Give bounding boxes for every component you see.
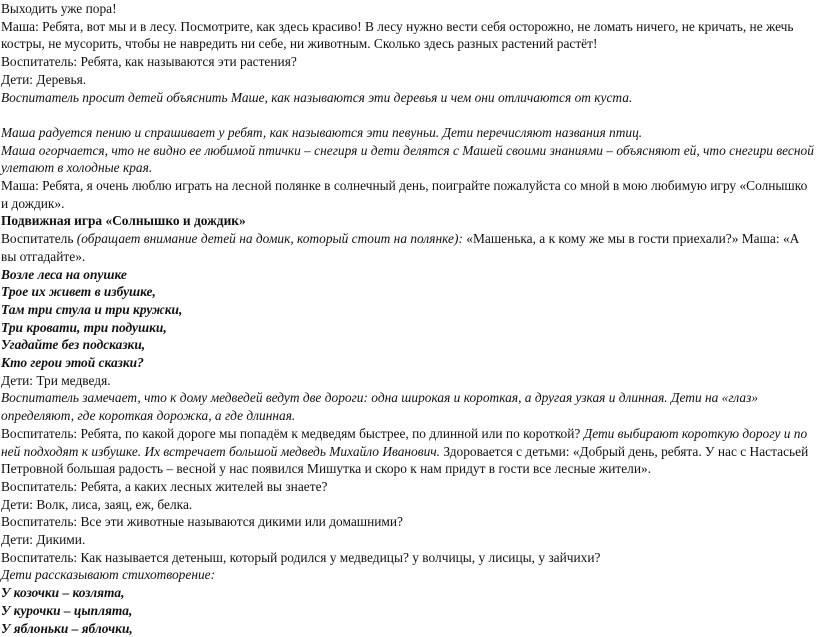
poem-line: Трое их живет в избушке, — [1, 284, 156, 300]
paragraph-bullfinch: Маша огорчается, что не видно ее любимой птички – снегиря и дети делятся с Машей своими знаниями – объясняют ей, что снегири весной улетают в холодные края. — [1, 142, 814, 176]
paragraph-intro: Выходить уже пора! — [1, 1, 117, 16]
paragraph-wild-or-domestic: Воспитатель: Все эти животные называются дикими или домашними? — [1, 514, 403, 530]
poem-line: У яблоньки – яблочки, — [1, 620, 133, 636]
paragraph-children-animals: Дети: Волк, лиса, заяц, еж, белка. — [1, 496, 193, 512]
paragraph-children-bears: Дети: Три медведя. — [1, 372, 111, 388]
speaker-teacher: Воспитатель — [1, 231, 77, 247]
poem-line: Возле леса на опушке — [1, 266, 127, 282]
poem-line: У курочки – цыплята, — [1, 602, 133, 618]
paragraph-masha-birds: Маша радуется пению и спрашивает у ребят, как называются эти певуньи. Дети перечисляют названия птиц. — [1, 124, 643, 140]
section-heading-game: Подвижная игра «Солнышко и дождик» — [1, 213, 246, 229]
dialogue-text: «Машенька, а к кому же мы в гости приехали?» Маша: «А вы отгадайте». — [1, 231, 800, 264]
poem-line: Угадайте без подсказки, — [1, 337, 146, 353]
paragraph-children-wild: Дети: Дикими. — [1, 532, 86, 548]
poem-line: Три кровати, три подушки, — [1, 319, 167, 335]
poem-line: У козочки – козлята, — [1, 585, 125, 601]
stage-direction: (обращает внимание детей на домик, который стоит на полянке): — [76, 231, 463, 247]
paragraph-masha-forest: Маша: Ребята, вот мы и в лесу. Посмотрите, как здесь красиво! В лесу нужно вести себя осторожно, не ломать ничего, не кричать, не жечь костры, не мусорить, чтобы не навредить ни себе, ни животным. Сколько здесь разных растений растёт! — [1, 18, 794, 52]
paragraph-teacher-question: Воспитатель: Ребята, как называются эти растения? — [1, 54, 297, 70]
paragraph-masha-game: Маша: Ребята, я очень люблю играть на лесной полянке в солнечный день, поиграйте пожалуйста со мной в мою любимую игру «Солнышко и дождик». — [1, 178, 808, 211]
dialogue-text: Здоровается с детьми: «Добрый день, ребята. У нас с Настасьей Петровной большая радость – весной у нас появился Мишутка и скоро к нам придут в гости все лесные жители». — [1, 443, 809, 477]
paragraph-poem-intro: Дети рассказывают стихотворение: — [1, 567, 216, 583]
paragraph-forest-dwellers: Воспитатель: Ребята, а каких лесных жителей вы знаете? — [1, 478, 328, 494]
paragraph-road-question — [1, 425, 816, 478]
poem-line: Там три стула и три кружки, — [1, 301, 183, 317]
paragraph-teacher-instruction: Воспитатель просит детей объяснить Маше, как называются эти деревья и чем они отличаются от куста. — [1, 89, 633, 105]
paragraph-baby-animals: Воспитатель: Как называется детеныш, который родился у медведицы? у волчицы, у лисицы, у зайчихи? — [1, 549, 601, 565]
poem-line: Кто герои этой сказки? — [1, 355, 144, 371]
paragraph-children-answer: Дети: Деревья. — [1, 71, 87, 87]
blank-line — [1, 106, 816, 124]
paragraph-teacher-house — [1, 230, 816, 265]
dialogue-text: Воспитатель: Ребята, по какой дороге мы попадём к медведям быстрее, по длинной или по короткой? — [1, 425, 584, 441]
paragraph-two-roads: Воспитатель замечает, что к дому медведей ведут две дороги: одна широкая и короткая, а другая узкая и длинная. Дети на «глаз» определяют, где короткая дорожка, а где длинная. — [1, 390, 759, 424]
stage-direction: Дети выбирают короткую дорогу и по ней подходят к избушке. Их встречает большой медведь Михайло Иванович. — [1, 425, 808, 459]
